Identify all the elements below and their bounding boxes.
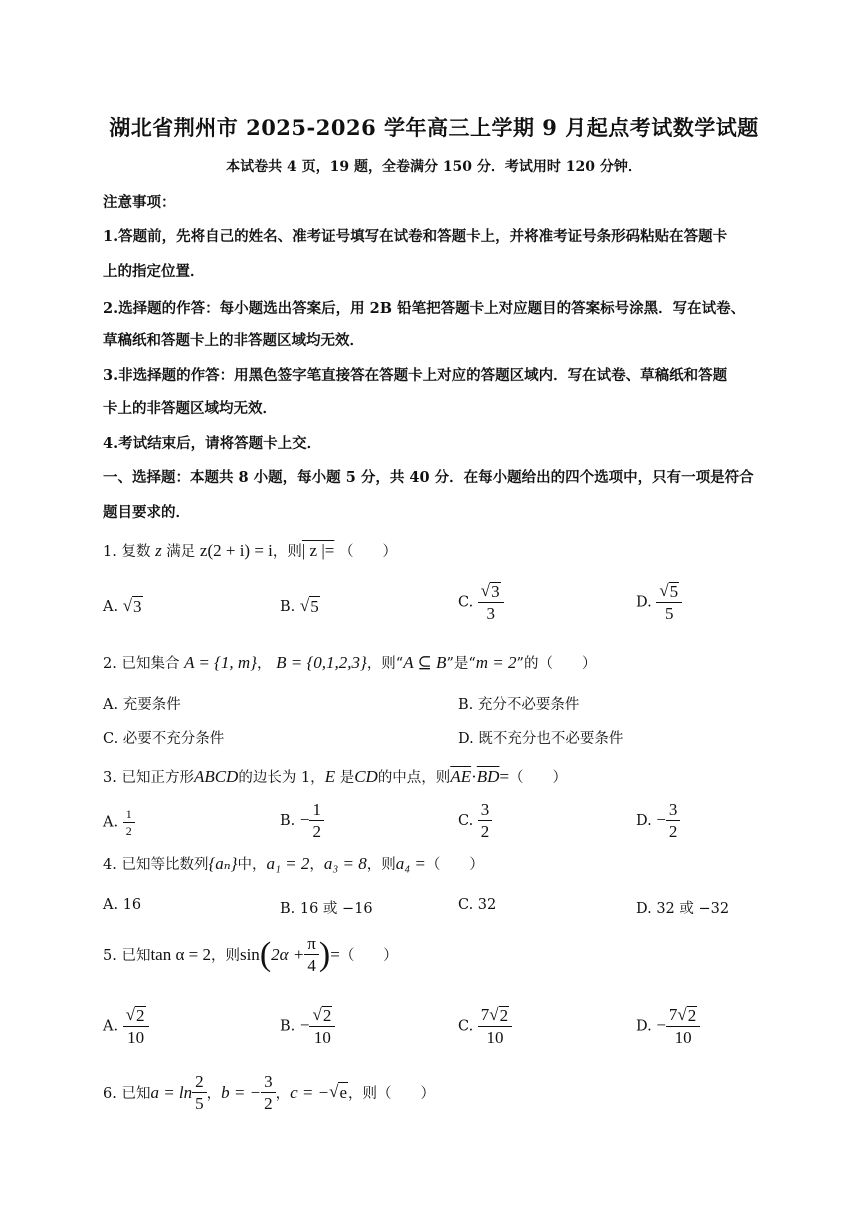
denominator: 5	[665, 603, 674, 623]
q6-text: ，	[275, 1086, 291, 1103]
q2-option-d: D. 既不充分也不必要条件	[458, 731, 624, 747]
q4-text: 4. 已知等比数列	[103, 857, 209, 873]
q2-text: ”是“	[446, 656, 476, 672]
radicand: 2	[687, 1006, 697, 1025]
notice-line: 2.选择题的作答：每小题选出答案后，用 2B 铅笔把答题卡上对应题目的答案标号涂黑．写在试卷、	[103, 300, 746, 317]
q4-text: 中，	[237, 857, 267, 873]
segment-cd: CD	[354, 767, 378, 786]
sequence: {aₙ}	[208, 854, 238, 873]
question-5	[103, 935, 398, 975]
option-label: A.	[103, 814, 119, 831]
option-label: B.	[280, 1018, 296, 1035]
minus-sign: −	[656, 809, 666, 829]
set-b: B = {0,1,2,3}	[276, 653, 367, 672]
section-heading: 一、选择题：本题共 8 小题，每小题 5 分，共 40 分．在每小题给出的四个选项中，只有一项是符合	[103, 469, 754, 486]
q4-option-b: B. 16 或 −16	[280, 901, 373, 917]
answer-blank: ，则（ ）	[348, 1086, 435, 1103]
q5-text: ，则	[210, 948, 240, 965]
fraction: √ 2 10	[309, 1006, 335, 1047]
option-label: D.	[636, 812, 652, 829]
radicand: 3	[491, 582, 500, 601]
radicand: 2	[499, 1006, 509, 1025]
q1-text: 1. 复数	[103, 544, 151, 560]
denominator: 3	[486, 603, 495, 623]
option-label: B.	[280, 812, 296, 829]
denominator: 10	[127, 1027, 145, 1047]
radicand: 2	[136, 1006, 145, 1025]
q3-option-b	[280, 801, 324, 841]
option-label: A.	[103, 599, 119, 615]
q4-option-a: A. 16	[103, 897, 142, 913]
q5-option-b	[280, 1006, 335, 1047]
option-label: D.	[636, 1018, 652, 1035]
notice-line: 草稿纸和答题卡上的非答题区域均无效．	[103, 332, 364, 349]
q6-text: 6. 已知	[103, 1086, 151, 1103]
sqrt: √ e	[329, 1082, 347, 1103]
q1-text: 满足	[166, 544, 196, 560]
option-label: C.	[458, 812, 474, 829]
left-paren: (	[259, 935, 272, 973]
q1-option-d	[636, 582, 682, 623]
q3-option-a	[103, 808, 135, 837]
vector-bd: $\overline{BD}$	[476, 767, 500, 786]
radicand: e	[339, 1083, 347, 1103]
numerator: 1	[123, 808, 135, 823]
answer-blank: （ ）	[509, 770, 568, 786]
denominator: 2	[668, 821, 678, 841]
fraction	[123, 808, 135, 837]
q1-option-c	[458, 582, 504, 623]
notice-line: 上的指定位置．	[103, 263, 205, 280]
fraction	[309, 801, 324, 841]
minus-sign: −	[656, 1015, 666, 1035]
denominator: 2	[312, 821, 321, 841]
condition-m: m = 2	[475, 653, 517, 672]
q4-text: ，则	[366, 857, 396, 873]
radicand: 5	[310, 597, 319, 616]
q3-option-d	[636, 801, 680, 841]
q1-expression: | z |=	[301, 541, 335, 560]
q3-text: 的边长为 1，	[238, 770, 325, 786]
radicand: 3	[133, 597, 142, 616]
numerator: 3	[666, 801, 681, 821]
term-a3: a₃ = 8	[323, 854, 367, 873]
condition-subset: A ⊆ B	[403, 653, 447, 672]
q3-text: 3. 已知正方形	[103, 770, 194, 786]
q2-option-b: B. 充分不必要条件	[458, 697, 580, 713]
fraction	[666, 801, 681, 841]
answer-blank: （ ）	[339, 948, 398, 965]
equals: =	[330, 944, 340, 964]
minus-sign: −	[299, 809, 310, 829]
fraction: 7 √ 2 10	[666, 1006, 700, 1047]
section-heading-cont: 题目要求的．	[103, 504, 190, 521]
denominator: 10	[486, 1027, 504, 1047]
page-title: 湖北省荆州市 2025-2026 学年高三上学期 9 月起点考试数学试题	[109, 115, 759, 140]
numerator: 3	[478, 801, 493, 821]
notice-line: 1.答题前，先将自己的姓名、准考证号填写在试卷和答题卡上，并将准考证号条形码粘贴在答题卡	[103, 228, 728, 245]
option-label: C.	[458, 594, 474, 611]
q2-option-c: C. 必要不充分条件	[103, 731, 225, 747]
option-label: D.	[636, 594, 652, 611]
option-label: B.	[280, 599, 296, 615]
q4-option-d: D. 32 或 −32	[636, 901, 730, 917]
question-4	[103, 853, 484, 874]
q1-option-b	[280, 596, 320, 617]
equals: =	[499, 767, 510, 786]
denominator: 5	[195, 1093, 204, 1113]
fraction: √ 3 3	[478, 582, 504, 623]
radicand: 2	[322, 1006, 332, 1025]
q3-option-c	[458, 801, 492, 841]
question-2	[103, 652, 596, 673]
q2-option-a: A. 充要条件	[103, 697, 181, 713]
q2-text: ，则“	[366, 656, 404, 672]
minus-sign: −	[299, 1015, 310, 1035]
question-6	[103, 1073, 435, 1113]
fraction: √ 5 5	[656, 582, 682, 623]
a-definition: a = ln	[150, 1082, 193, 1102]
fraction	[192, 1073, 207, 1113]
b-definition: b = −	[221, 1082, 262, 1102]
notice-line: 4.考试结束后，请将答题卡上交．	[103, 435, 322, 452]
fraction	[478, 801, 493, 841]
point-e: E	[324, 767, 336, 786]
q4-text: ，	[309, 857, 324, 873]
denominator: 2	[480, 821, 490, 841]
q2-text: 2. 已知集合	[103, 656, 180, 672]
q5-option-c	[458, 1006, 512, 1047]
denominator: 2	[125, 823, 132, 838]
q5-option-a	[103, 1006, 149, 1047]
fraction: √ 2 10	[123, 1006, 149, 1047]
sqrt: √ 3	[122, 596, 142, 616]
square-name: ABCD	[193, 767, 239, 786]
denominator: 4	[307, 955, 316, 975]
numerator: π	[304, 935, 319, 955]
coefficient: 7	[480, 1005, 490, 1024]
set-a: A = {1, m}	[184, 653, 257, 672]
tan-condition: tan α = 2	[150, 944, 211, 964]
exam-info: 本试卷共 4 页，19 题，全卷满分 150 分．考试用时 120 分钟．	[226, 159, 642, 175]
right-paren: )	[318, 935, 331, 973]
question-3	[103, 766, 567, 787]
numerator: 1	[309, 801, 324, 821]
fraction: 7 √ 2 10	[478, 1006, 512, 1047]
term-a4: a₄ =	[395, 854, 426, 873]
q1-text: ，则	[272, 544, 302, 560]
denominator: 10	[674, 1027, 692, 1047]
sin-function: sin	[239, 944, 260, 964]
angle-expression: 2α +	[271, 944, 305, 964]
numerator: 2	[192, 1073, 207, 1093]
term-a1: a₁ = 2	[266, 854, 310, 873]
answer-blank: （ ）	[425, 857, 484, 873]
q3-text: 是	[339, 770, 355, 786]
q2-text: ，	[257, 656, 272, 672]
sqrt: √ 5	[299, 596, 319, 616]
vector-ae: $\overline{AE}$	[450, 767, 472, 786]
notice-line: 卡上的非答题区域均无效．	[103, 400, 277, 417]
fraction	[261, 1073, 276, 1113]
q5-text: 5. 已知	[103, 948, 151, 965]
numerator: 3	[261, 1073, 276, 1093]
notice-heading: 注意事项：	[103, 194, 176, 211]
dot-operator: ·	[471, 767, 477, 786]
notice-line: 3.非选择题的作答：用黑色签字笔直接答在答题卡上对应的答题区域内．写在试卷、草稿纸和答题	[103, 367, 728, 384]
q5-option-d	[636, 1006, 700, 1047]
q1-option-a	[103, 596, 143, 617]
q1-var: z	[155, 541, 162, 560]
coefficient: 7	[668, 1005, 678, 1024]
q4-option-c: C. 32	[458, 897, 497, 913]
question-1	[103, 540, 397, 561]
q6-text: ，	[206, 1086, 222, 1103]
option-label: A.	[103, 1018, 119, 1035]
q1-equation: z(2 + i) = i	[199, 541, 273, 560]
denominator: 10	[313, 1027, 331, 1047]
fraction	[304, 935, 319, 975]
denominator: 2	[264, 1093, 273, 1113]
radicand: 5	[669, 582, 679, 601]
answer-blank: ”的（ ）	[516, 656, 597, 672]
c-definition: c = −	[290, 1082, 330, 1102]
q3-text: 的中点，则	[377, 770, 451, 786]
option-label: C.	[458, 1018, 474, 1035]
answer-blank: （ ）	[338, 544, 397, 560]
